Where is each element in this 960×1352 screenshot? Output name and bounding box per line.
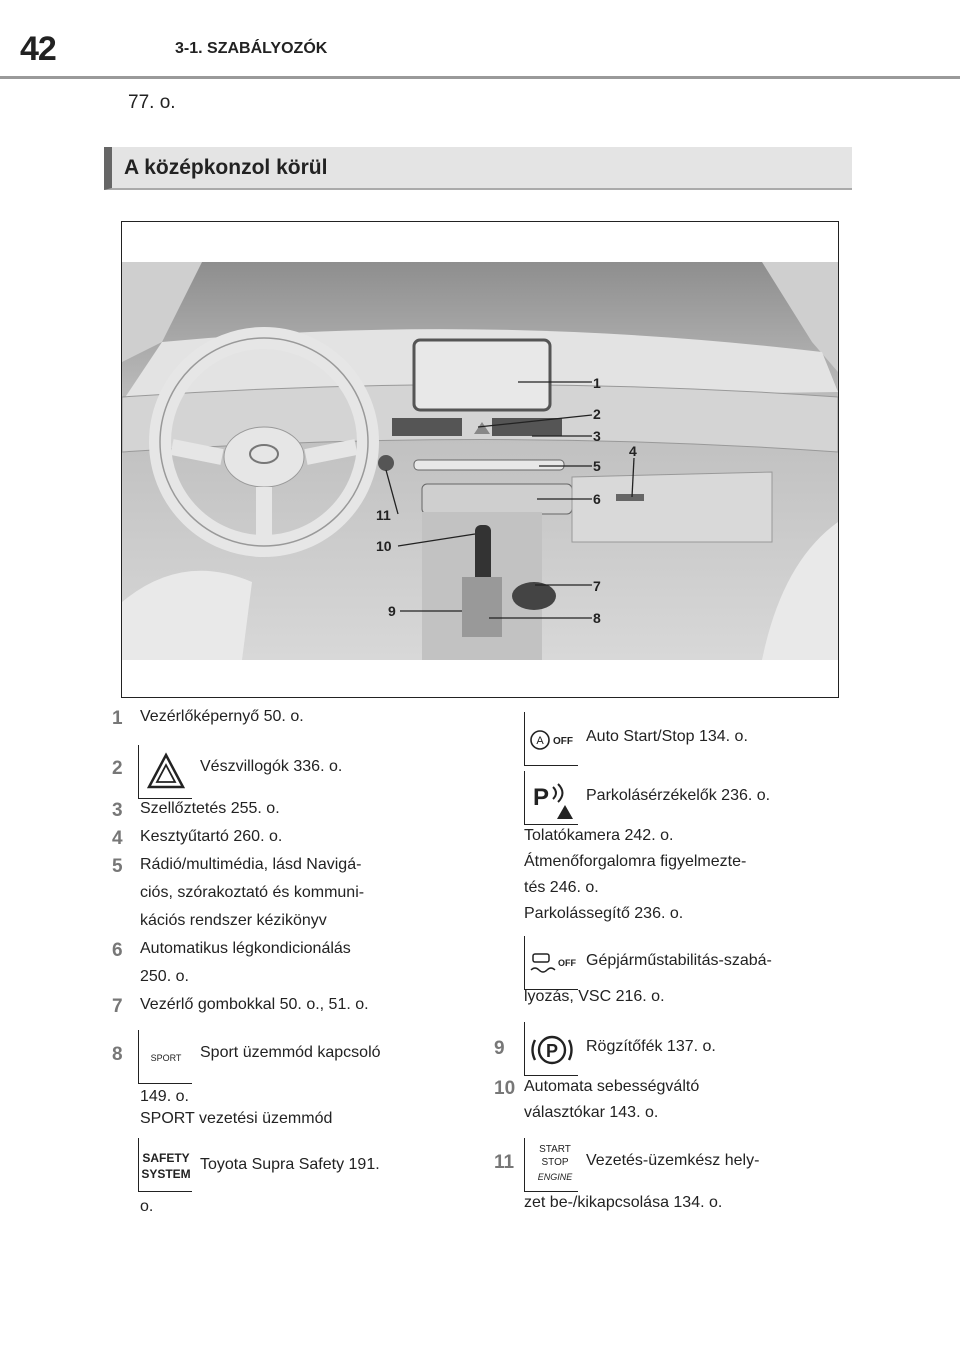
item-text-line: Rádió/multimédia, lásd Navigá-	[140, 856, 362, 873]
callout-10: 10	[376, 538, 392, 554]
item-text: Toyota Supra Safety 191.	[200, 1156, 380, 1173]
start-icon-line2: STOP	[541, 1157, 569, 1168]
callout-8: 8	[593, 610, 601, 626]
start-icon-line1: START	[539, 1144, 571, 1155]
callout-6: 6	[593, 491, 601, 507]
item-text: Auto Start/Stop 134. o.	[586, 728, 748, 745]
item-text-line: Parkolássegítő 236. o.	[524, 905, 684, 922]
safety-system-icon	[138, 1138, 192, 1192]
item-text: Vezérlő gombokkal 50. o., 51. o.	[140, 996, 369, 1013]
item-text-line: 250. o.	[140, 968, 189, 985]
item-number: 9	[494, 1038, 505, 1059]
sport-button-icon	[138, 1030, 192, 1084]
callout-1: 1	[593, 375, 601, 391]
safety-icon-line2: SYSTEM	[141, 1167, 191, 1181]
item-text: Rögzítőfék 137. o.	[586, 1038, 716, 1055]
item-text-line: lyozás, VSC 216. o.	[524, 988, 665, 1005]
auto-off-label: OFF	[553, 736, 573, 747]
item-number: 5	[112, 856, 123, 877]
start-icon-line3: ENGINE	[537, 1172, 573, 1182]
item-text-line: tés 246. o.	[524, 879, 599, 896]
safety-icon-line1: SAFETY	[142, 1151, 190, 1165]
header-rule	[0, 76, 960, 79]
section-title: 3-1. SZABÁLYOZÓK	[175, 40, 328, 57]
vsc-off-icon	[524, 936, 578, 990]
vsc-off-label: OFF	[558, 958, 576, 968]
item-text: Vezérlőképernyő 50. o.	[140, 708, 304, 725]
start-stop-engine-icon	[524, 1138, 578, 1192]
section-heading	[104, 147, 852, 190]
callout-11: 11	[376, 507, 391, 523]
parking-sensor-icon	[524, 771, 578, 825]
item-text: Parkolásérzékelők 236. o.	[586, 787, 771, 804]
page-number: 42	[20, 30, 56, 68]
item-text: Kesztyűtartó 260. o.	[140, 828, 283, 845]
svg-text:A: A	[536, 735, 544, 747]
callout-9: 9	[388, 603, 396, 619]
item-number: 8	[112, 1044, 123, 1065]
callout-3: 3	[593, 428, 601, 444]
item-text: Sport üzemmód kapcsoló	[200, 1044, 381, 1061]
auto-start-stop-icon	[524, 712, 578, 766]
hazard-icon	[138, 745, 192, 799]
item-text-line: Automata sebességváltó	[524, 1078, 700, 1095]
item-number: 11	[494, 1152, 515, 1173]
item-text: Vezetés-üzemkész hely-	[586, 1152, 760, 1169]
item-number: 6	[112, 940, 123, 961]
svg-text:P: P	[533, 784, 550, 811]
item-number: 7	[112, 996, 123, 1017]
callout-5: 5	[593, 458, 601, 474]
svg-text:P: P	[545, 1041, 559, 1061]
dashboard-drawing	[122, 222, 838, 697]
item-number: 3	[112, 800, 123, 821]
item-text: Vészvillogók 336. o.	[200, 758, 343, 775]
callout-7: 7	[593, 578, 601, 594]
callout-2: 2	[593, 406, 601, 422]
item-text-line: választókar 143. o.	[524, 1104, 659, 1121]
item-text-line: Átmenőforgalomra figyelmezte-	[524, 853, 747, 870]
item-text-line: 149. o.	[140, 1088, 189, 1105]
item-number: 1	[112, 708, 123, 729]
page-reference: 77. o.	[128, 92, 176, 113]
parking-brake-icon	[524, 1022, 578, 1076]
item-text-line: o.	[140, 1198, 154, 1215]
item-text: Szellőztetés 255. o.	[140, 800, 280, 817]
sport-icon-label: SPORT	[150, 1053, 182, 1063]
item-text-line: zet be-/kikapcsolása 134. o.	[524, 1194, 723, 1211]
callout-4: 4	[629, 443, 637, 459]
section-heading-text: A középkonzol körül	[124, 156, 328, 179]
item-text-line: SPORT vezetési üzemmód	[140, 1110, 333, 1127]
item-number: 10	[494, 1078, 516, 1099]
item-number: 2	[112, 758, 123, 779]
item-text-line: kációs rendszer kézikönyv	[140, 912, 327, 929]
item-text: Gépjárműstabilitás-szabá-	[586, 952, 772, 969]
dashboard-illustration	[121, 221, 839, 698]
item-text-line: ciós, szórakoztató és kommuni-	[140, 884, 365, 901]
item-text-line: Tolatókamera 242. o.	[524, 827, 674, 844]
item-number: 4	[112, 828, 123, 849]
item-text-line: Automatikus légkondicionálás	[140, 940, 351, 957]
